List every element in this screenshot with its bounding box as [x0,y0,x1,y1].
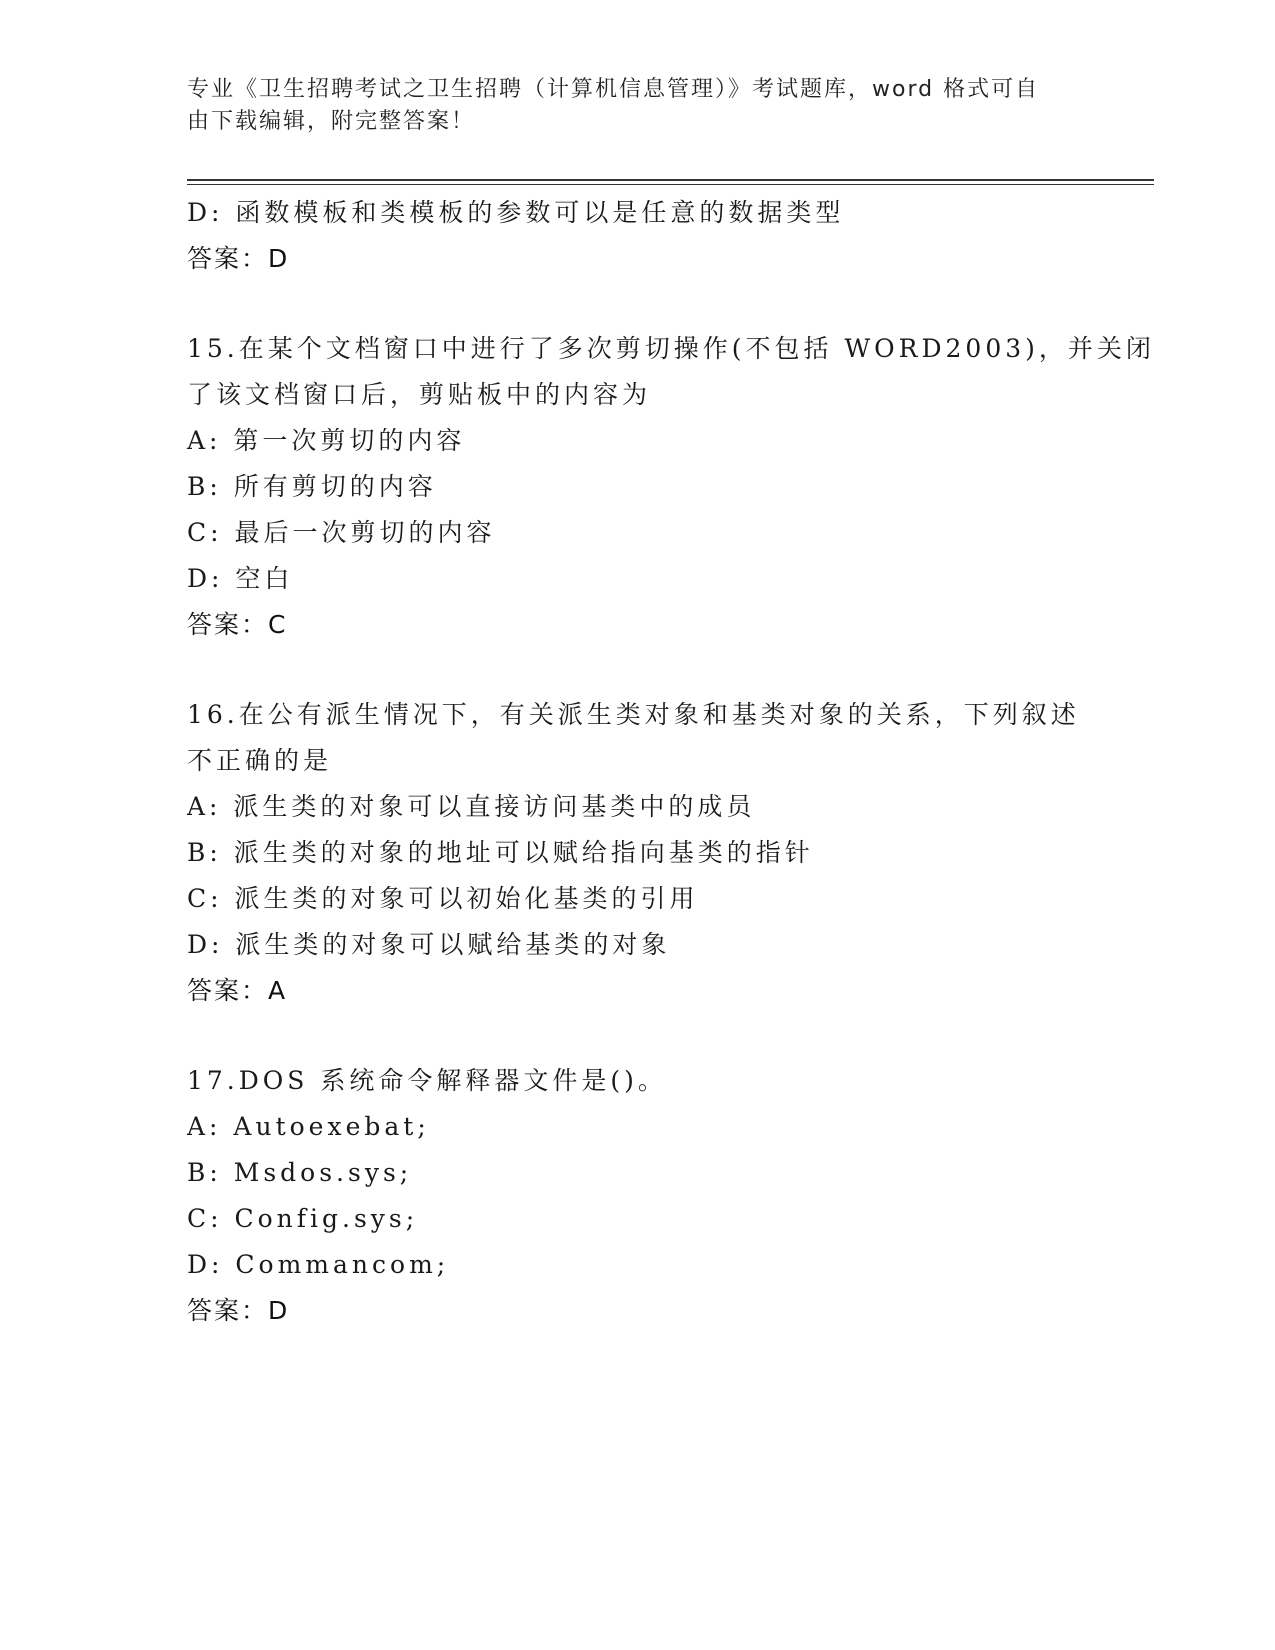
option-a: A: 派生类的对象可以直接访问基类中的成员 [187,792,756,821]
question-block-17 [187,1058,1087,1334]
option-c: C: 派生类的对象可以初始化基类的引用 [187,884,699,913]
question-block-prev [187,190,1087,282]
question-stem: 16.在公有派生情况下，有关派生类对象和基类对象的关系，下列叙述 [187,700,1080,729]
option-d: D: Commancom; [187,1250,450,1279]
header-rule [187,179,1154,181]
question-block-16 [187,692,1087,1014]
answer-text: 答案：D [187,1296,290,1325]
answer-text: 答案：A [187,976,288,1005]
question-block-15 [187,326,1155,648]
header-line-2: 由下载编辑，附完整答案！ [187,109,476,134]
header-line-1: 专业《卫生招聘考试之卫生招聘（计算机信息管理）》考试题库，word 格式可自 [187,77,1040,102]
spacer [187,282,1087,326]
answer-text: 答案：C [187,610,288,639]
question-stem-cont: 了该文档窗口后，剪贴板中的内容为 [187,380,652,409]
option-c: C: Config.sys; [187,1204,419,1233]
option-d: D: 函数模板和类模板的参数可以是任意的数据类型 [187,198,845,227]
question-stem: 15.在某个文档窗口中进行了多次剪切操作(不包括 WORD2003)，并关闭 [187,334,1155,363]
option-c: C: 最后一次剪切的内容 [187,518,496,547]
question-stem-cont: 不正确的是 [187,746,333,775]
option-b: B: 派生类的对象的地址可以赋给指向基类的指针 [187,838,814,867]
answer-text: 答案：D [187,244,290,273]
option-d: D: 派生类的对象可以赋给基类的对象 [187,930,671,959]
question-stem: 17.DOS 系统命令解释器文件是()。 [187,1066,667,1095]
spacer [187,648,1087,692]
header-rule-thin [187,184,1154,185]
option-a: A: Autoexebat; [187,1112,430,1141]
option-a: A: 第一次剪切的内容 [187,426,466,455]
spacer [187,1014,1087,1058]
option-b: B: Msdos.sys; [187,1158,413,1187]
document-header [187,74,1067,138]
document-body [187,190,1155,1334]
option-b: B: 所有剪切的内容 [187,472,437,501]
option-d: D: 空白 [187,564,294,593]
